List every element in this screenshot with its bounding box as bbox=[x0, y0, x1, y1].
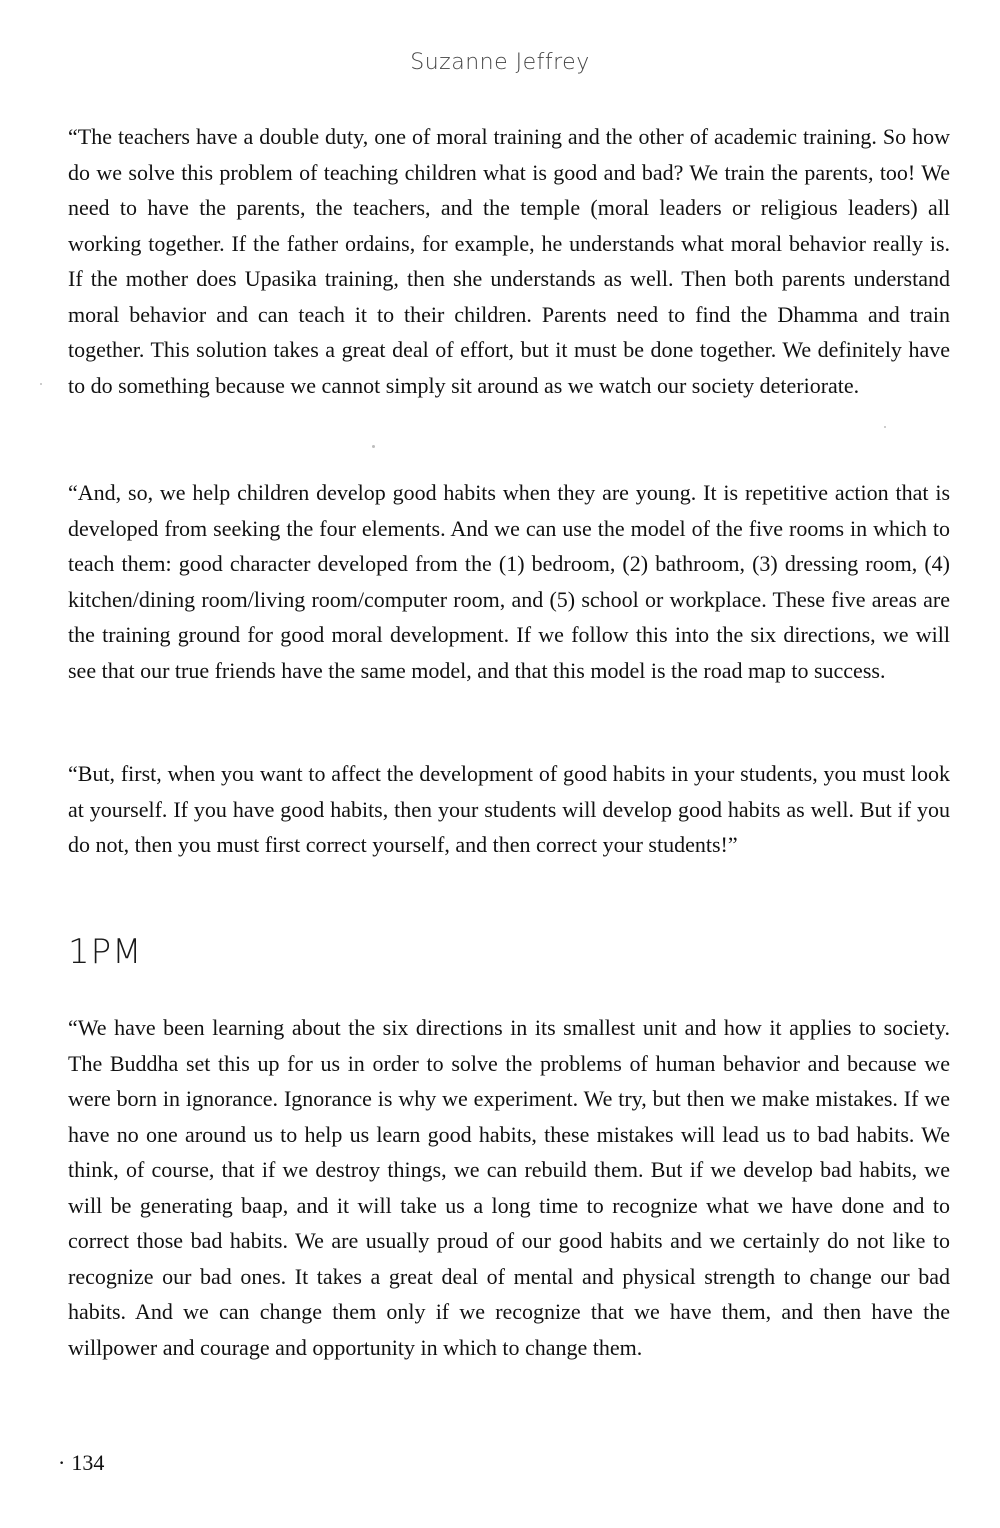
running-head: Suzanne Jeffrey bbox=[410, 50, 590, 75]
page-number-footer bbox=[58, 1450, 104, 1476]
section-heading: 1PM bbox=[68, 932, 143, 972]
page-number: 134 bbox=[71, 1450, 105, 1475]
paragraph-2: “And, so, we help children develop good habits when they are young. It is repetitive action that is developed from seeking the four elements. And we can use the model of the five rooms in which to teach them: good character developed from the (1) bedroom, (2) bathroom, (3) dressing room, (4) kitchen/dining room/living room/computer room, and (5) school or workplace. These five areas are the training ground for good moral development. If we follow this into the six directions, we will see that our true friends have the same model, and that this model is the road map to success. bbox=[68, 480, 950, 683]
paragraph-4: “We have been learning about the six directions in its smallest unit and how it applies to society. The Buddha set this up for us in order to solve the problems of human behavior and because we were born in ignorance. Ignorance is why we experiment. We try, but then we make mistakes. If we have no one around us to help us learn good habits, these mistakes will lead us to bad habits. We think, of course, that if we destroy things, we can rebuild them. But if we develop bad habits, we will be generating baap, and it will take us a long time to recognize what we have done and to correct those bad habits. We are usually proud of our good habits and we certainly do not like to recognize our bad ones. It takes a great deal of mental and physical strength to change our bad habits. And we can change them only if we recognize that we have them, and then have the willpower and courage and opportunity in which to change them. bbox=[68, 1015, 950, 1360]
scan-speck bbox=[40, 383, 42, 385]
scan-speck bbox=[884, 426, 886, 428]
folio-mark: · bbox=[58, 1450, 66, 1475]
paragraph-3: “But, first, when you want to affect the development of good habits in your students, you must look at yourself. If you have good habits, then your students will develop good habits as well. But if you do not, then you must first correct yourself, and then correct your students!” bbox=[68, 761, 950, 857]
scan-speck bbox=[372, 445, 375, 448]
paragraph-1: “The teachers have a double duty, one of moral training and the other of academic training. So how do we solve this problem of teaching children what is good and bad? We train the parents, too! We need to have the parents, the teachers, and the temple (moral leaders or religious leaders) all working together. If the father ordains, for example, he understands what moral behavior really is. If the mother does Upasika training, then she understands as well. Then both parents understand moral behavior and can teach it to their children. Parents need to find the Dhamma and train together. This solution takes a great deal of effort, but it must be done together. We definitely have to do something because we cannot simply sit around as we watch our society deteriorate. bbox=[68, 124, 950, 398]
